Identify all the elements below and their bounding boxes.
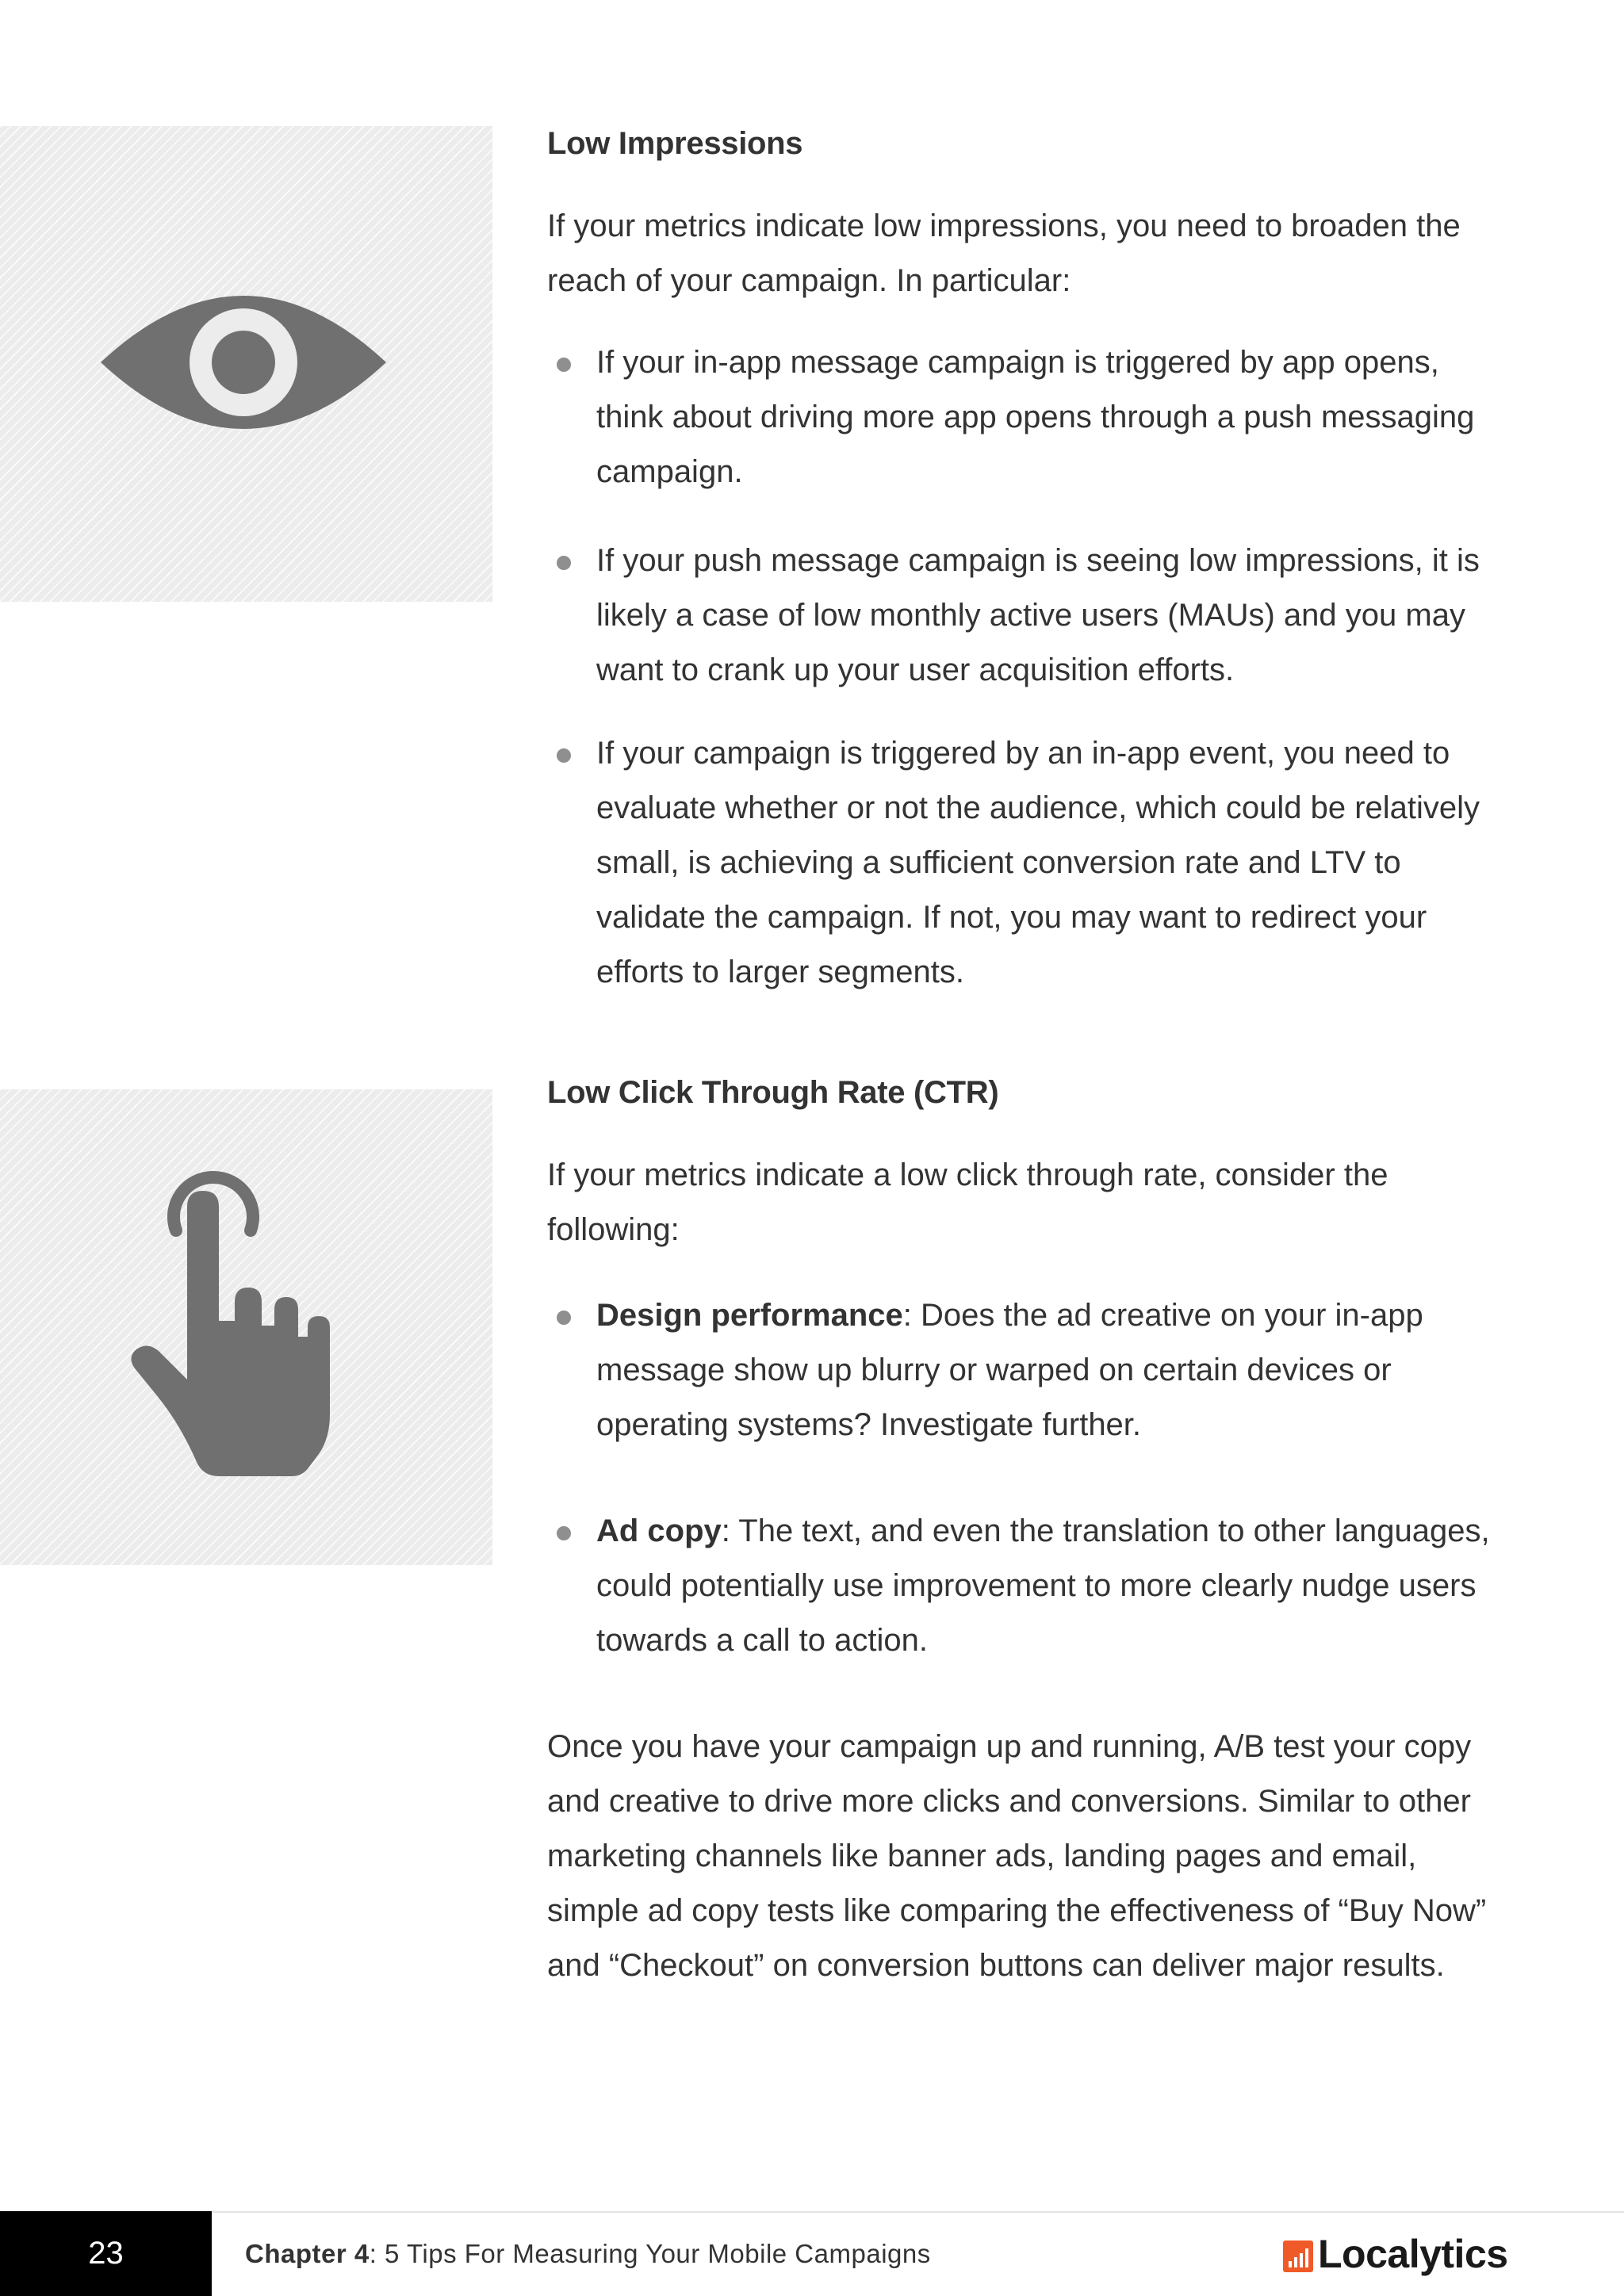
list-item-text: If your in-app message campaign is triggered by app opens, think about driving more app opens through a push messaging campaign. bbox=[596, 345, 1475, 489]
tap-hand-icon bbox=[0, 1089, 492, 1565]
list-item bbox=[547, 335, 1499, 499]
bullet-list bbox=[547, 1288, 1499, 1668]
bullet-dot bbox=[557, 358, 571, 372]
bullet-dot bbox=[557, 1311, 571, 1325]
list-item bbox=[547, 1288, 1499, 1452]
list-item bbox=[547, 726, 1499, 1000]
list-item-text: : Does the ad creative on your in-app message show up blurry or warped on certain devices or operating systems? Investigate further. bbox=[596, 1298, 1423, 1442]
page-number: 23 bbox=[0, 2211, 212, 2296]
chapter-label: Chapter 4 bbox=[245, 2238, 370, 2268]
bullet-dot bbox=[557, 1526, 571, 1540]
list-item-term: Ad copy bbox=[596, 1513, 722, 1548]
page-footer bbox=[0, 2211, 1624, 2296]
brand-name: Localytics bbox=[1318, 2232, 1508, 2276]
bullet-list bbox=[547, 335, 1499, 1000]
list-item-term: Design performance bbox=[596, 1298, 903, 1333]
brand-logo bbox=[1283, 2232, 1508, 2276]
bar-chart-icon bbox=[1283, 2241, 1313, 2272]
list-item-text: If your campaign is triggered by an in-app event, you need to evaluate whether or not the audience, which could be relatively small, is achieving a sufficient conversion rate and LTV to validate the campaign. If not, you may want to redirect your efforts to larger segments. bbox=[596, 736, 1480, 989]
low-impressions-section bbox=[547, 124, 1499, 1000]
list-item-text: : The text, and even the translation to other languages, could potentially use improvement to more clearly nudge users towards a call to action. bbox=[596, 1513, 1490, 1658]
eye-icon bbox=[0, 126, 492, 602]
list-item-text: If your push message campaign is seeing low impressions, it is likely a case of low monthly active users (MAUs) and you may want to crank up your user acquisition efforts. bbox=[596, 543, 1480, 687]
chapter-title bbox=[245, 2211, 931, 2296]
bullet-dot bbox=[557, 748, 571, 763]
low-ctr-section bbox=[547, 1073, 1499, 1993]
hand-illustration-tile bbox=[0, 1089, 492, 1565]
section-heading: Low Click Through Rate (CTR) bbox=[547, 1075, 999, 1110]
section-intro: If your metrics indicate a low click through rate, consider the following: bbox=[547, 1158, 1388, 1247]
list-item bbox=[547, 534, 1499, 698]
list-item bbox=[547, 1504, 1499, 1668]
section-intro: If your metrics indicate low impressions, you need to broaden the reach of your campaign. In particular: bbox=[547, 209, 1461, 298]
section-heading: Low Impressions bbox=[547, 126, 803, 161]
bullet-dot bbox=[557, 556, 571, 570]
chapter-subtitle: : 5 Tips For Measuring Your Mobile Campaigns bbox=[369, 2238, 931, 2268]
closing-paragraph: Once you have your campaign up and running, A/B test your copy and creative to drive more clicks and conversions. Similar to other marketing channels like banner ads, landing pages and email, simple ad copy tests like comparing the effectiveness of “Buy Now” and “Checkout” on conversion buttons can deliver major results. bbox=[547, 1729, 1487, 1983]
eye-illustration-tile bbox=[0, 126, 492, 602]
